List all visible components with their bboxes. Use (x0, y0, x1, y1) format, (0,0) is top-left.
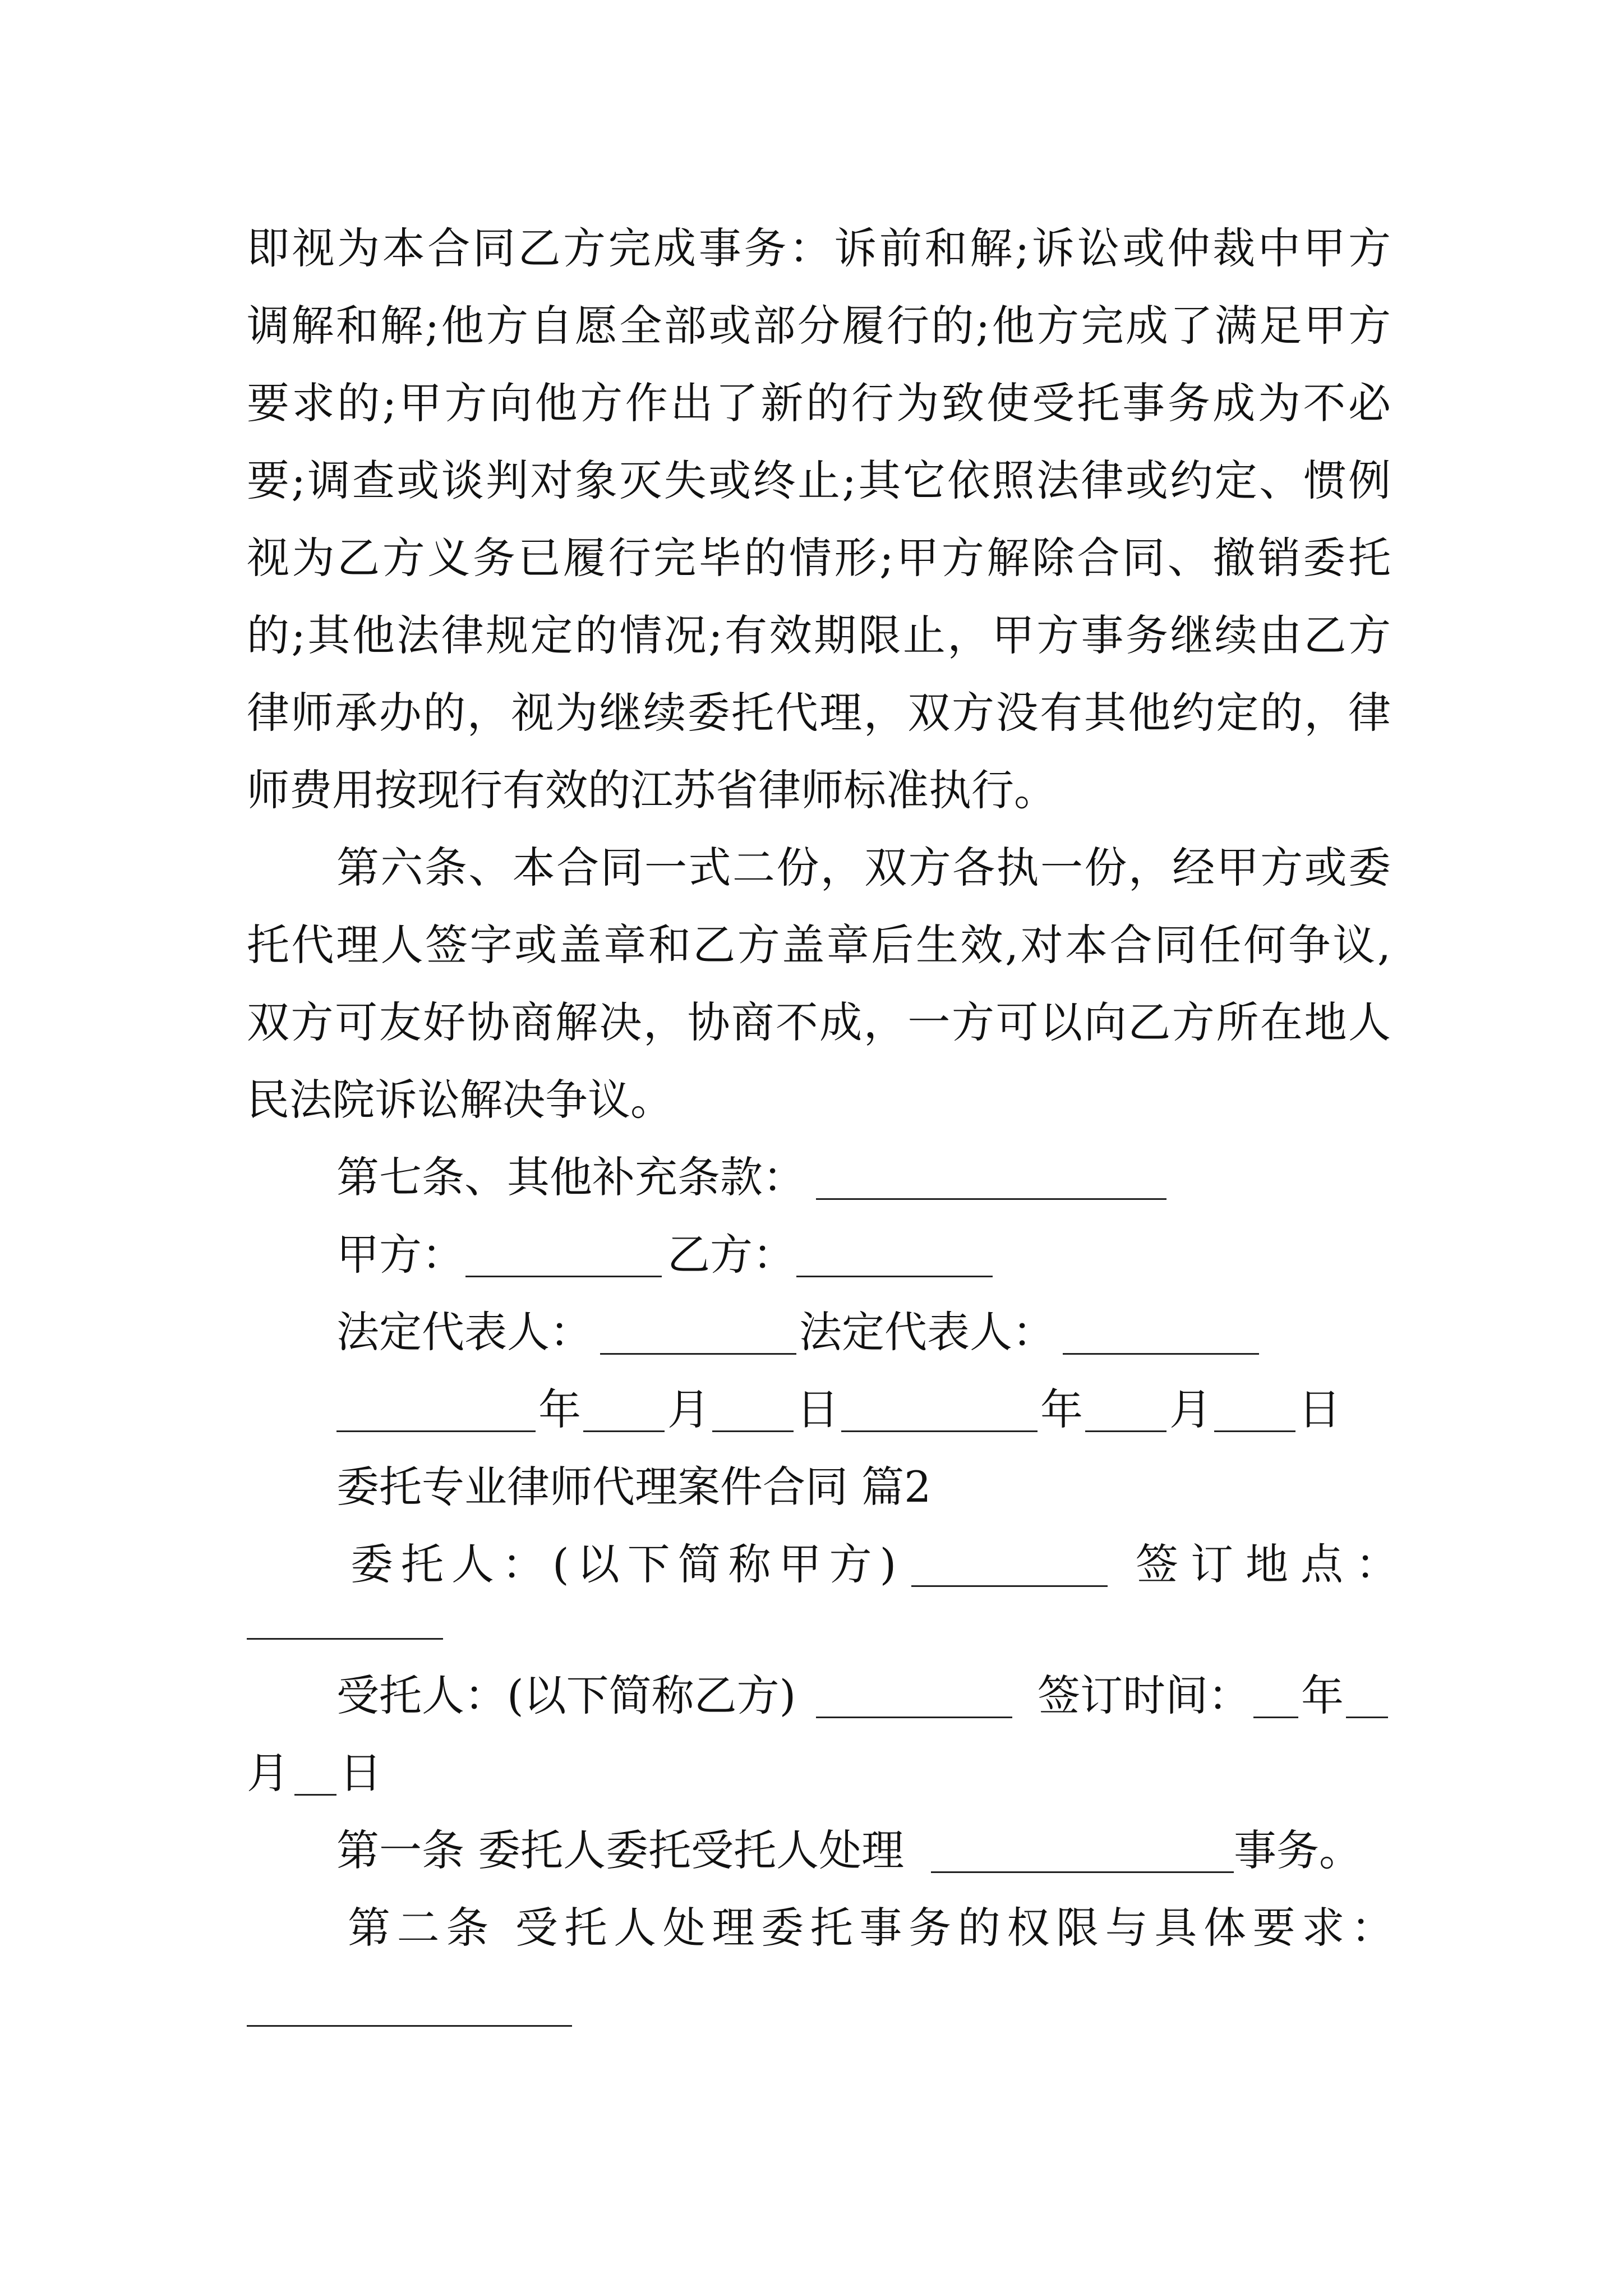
date-b-month: 月 (1169, 1384, 1212, 1434)
agent-label: 受托人：(以下简称乙方) (336, 1671, 796, 1720)
article6-line-3: 双方可友好协商解决，协商不成，一方可以向乙方所在地人 (247, 997, 1391, 1047)
party-a-blank (465, 1276, 662, 1277)
date-b-month-blank (1085, 1430, 1166, 1432)
article1-blank (931, 1871, 1234, 1873)
article7-blank (816, 1198, 1166, 1200)
sign-time-day-blank (294, 1794, 336, 1796)
date-a-month: 月 (667, 1384, 710, 1434)
legal-rep-b-blank (1063, 1353, 1259, 1355)
legal-rep-a-blank (600, 1353, 796, 1355)
principal-blank (911, 1585, 1108, 1587)
sign-time-year: 年 (1301, 1671, 1344, 1720)
date-b-year-blank (841, 1430, 1038, 1432)
date-a-year-blank (336, 1430, 536, 1432)
sign-place-label: 签订地点： (1136, 1539, 1410, 1589)
sign-time-month: 月 (247, 1748, 289, 1798)
section2-title: 委托专业律师代理案件合同 篇2 (336, 1462, 932, 1512)
date-a-month-blank (583, 1430, 665, 1432)
article6-line-2: 托代理人签字或盖章和乙方盖章后生效,对本合同任何争议, (247, 920, 1391, 970)
body-line-1: 即视为本合同乙方完成事务：诉前和解;诉讼或仲裁中甲方 (247, 223, 1391, 273)
body-line-6: 的;其他法律规定的情况;有效期限止，甲方事务继续由乙方 (247, 610, 1391, 660)
date-a-year: 年 (538, 1384, 581, 1434)
article6-line-1: 第六条、本合同一式二份，双方各执一份，经甲方或委 (336, 843, 1391, 892)
legal-rep-a-label: 法定代表人： (336, 1307, 592, 1357)
article1-suffix: 事务。 (1234, 1825, 1362, 1875)
article1-prefix: 第一条 委托人委托受托人处理 (336, 1825, 905, 1875)
party-b-blank (796, 1276, 993, 1277)
agent-blank (816, 1717, 1012, 1718)
article2-label: 第二条 受托人处理委托事务的权限与具体要求： (348, 1903, 1394, 1953)
sign-time-label: 签订时间： (1038, 1671, 1251, 1720)
principal-label: 委托人：(以下简称甲方) (351, 1539, 905, 1589)
date-b-day: 日 (1298, 1384, 1341, 1434)
sign-time-day: 日 (339, 1748, 382, 1798)
body-line-3: 要求的;甲方向他方作出了新的行为致使受托事务成为不必 (247, 378, 1391, 428)
body-line-4: 要;调查或谈判对象灭失或终止;其它依照法律或约定、惯例 (247, 455, 1391, 505)
date-a-day-blank (712, 1430, 794, 1432)
body-line-7: 律师承办的，视为继续委托代理，双方没有其他约定的，律 (247, 688, 1391, 738)
party-b-label: 乙方： (667, 1230, 795, 1280)
date-a-day: 日 (796, 1384, 839, 1434)
party-a-label: 甲方： (336, 1230, 464, 1280)
sign-time-year-blank (1253, 1717, 1298, 1718)
article2-blank (247, 2025, 572, 2027)
legal-rep-b-label: 法定代表人： (799, 1307, 1055, 1357)
article6-line-4: 民法院诉讼解决争议。 (247, 1075, 673, 1125)
body-line-2: 调解和解;他方自愿全部或部分履行的;他方完成了满足甲方 (247, 301, 1391, 351)
body-line-5: 视为乙方义务已履行完毕的情形;甲方解除合同、撤销委托 (247, 533, 1391, 583)
date-b-day-blank (1214, 1430, 1295, 1432)
date-b-year: 年 (1040, 1384, 1083, 1434)
sign-time-month-blank (1346, 1717, 1388, 1718)
body-line-8: 师费用按现行有效的江苏省律师标准执行。 (247, 765, 1057, 815)
article7-label: 第七条、其他补充条款： (336, 1152, 805, 1202)
sign-place-blank (247, 1638, 443, 1640)
